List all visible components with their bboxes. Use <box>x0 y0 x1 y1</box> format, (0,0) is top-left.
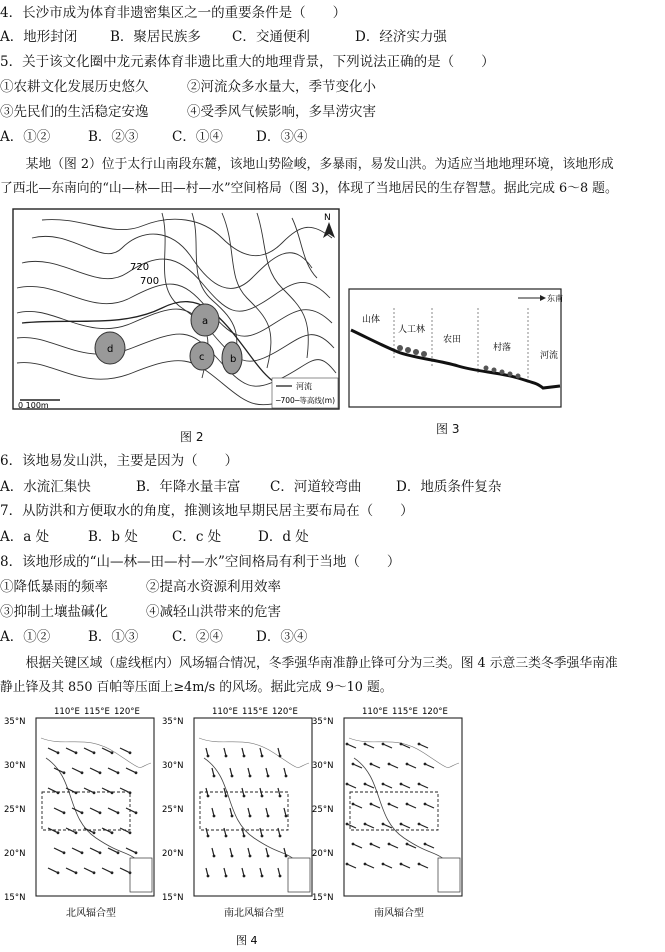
q8-stem: 8．该地形成的“山—林—田—村—水”空间格局有利于当地（ ） <box>0 554 401 570</box>
wind-arrow-head <box>388 843 391 846</box>
legend-contour: ─700─等高线(m) <box>276 396 336 405</box>
wind-arrow-head <box>352 763 355 766</box>
q7-stem: 7．从防洪和方便取水的角度，推测该地早期民居主要布局在（ ） <box>0 503 414 519</box>
wind-arrow-head <box>207 835 210 838</box>
wind-arrow-head <box>406 763 409 766</box>
wind-arrow-head <box>261 795 264 798</box>
latitude-label: 20°N <box>312 849 334 859</box>
longitude-label: 115°E <box>242 707 268 717</box>
wind-arrow-head <box>111 791 114 794</box>
wind-arrow-head <box>135 851 138 854</box>
q8-option-b: B．①③ <box>88 629 139 645</box>
wind-arrow-head <box>213 815 216 818</box>
wind-arrow-head <box>418 743 421 746</box>
q6-option-d: D．地质条件复杂 <box>396 479 502 495</box>
latitude-label: 25°N <box>312 805 334 815</box>
wind-arrow-head <box>418 783 421 786</box>
panel-title: 北风辐合型 <box>66 908 116 919</box>
figure-4-wind-maps <box>0 700 470 952</box>
q7-option-c: C．c 处 <box>172 529 222 545</box>
wind-arrow-head <box>364 863 367 866</box>
wind-arrow-head <box>225 835 228 838</box>
wind-arrow-head <box>117 771 120 774</box>
q5-item-3: ③先民们的生活稳定安逸 <box>0 104 149 120</box>
wind-arrow-head <box>285 815 288 818</box>
wind-arrow-head <box>346 863 349 866</box>
wind-arrow-head <box>388 803 391 806</box>
latitude-label: 30°N <box>162 761 184 771</box>
contour-label-700: 700 <box>140 276 160 287</box>
svg-text:N: N <box>324 213 331 223</box>
q4-option-c: C．交通便利 <box>232 29 310 45</box>
zone-village: 村落 <box>493 343 512 353</box>
latitude-label: 35°N <box>312 717 334 727</box>
wind-arrow-head <box>57 791 60 794</box>
wind-arrow-head <box>261 755 264 758</box>
longitude-label: 120°E <box>422 707 448 717</box>
wind-arrow-head <box>207 795 210 798</box>
wind-arrow-head <box>111 751 114 754</box>
wind-arrow-head <box>249 855 252 858</box>
wind-arrow-head <box>75 751 78 754</box>
inset-map <box>288 858 310 892</box>
wind-arrow-head <box>279 795 282 798</box>
wind-arrow-head <box>424 763 427 766</box>
wind-arrow-head <box>267 855 270 858</box>
wind-arrow-head <box>117 851 120 854</box>
q5-item-1: ①农耕文化发展历史悠久 <box>0 79 149 95</box>
panel-title: 南风辐合型 <box>374 908 424 919</box>
latitude-label: 25°N <box>4 805 26 815</box>
q6-stem: 6．该地易发山洪，主要是因为（ ） <box>0 453 239 469</box>
wind-arrow-head <box>279 835 282 838</box>
latitude-label: 15°N <box>4 893 26 903</box>
wind-arrow-head <box>406 803 409 806</box>
q5-option-d: D．③④ <box>256 129 308 145</box>
inset-map <box>438 858 460 892</box>
wind-arrow-head <box>261 875 264 878</box>
wind-arrow-head <box>135 811 138 814</box>
q4-option-a: A．地形封闭 <box>0 29 78 45</box>
wind-arrow-head <box>129 831 132 834</box>
wind-arrow-head <box>249 815 252 818</box>
wind-arrow-head <box>63 771 66 774</box>
wind-arrow-head <box>213 855 216 858</box>
wind-arrow-head <box>382 863 385 866</box>
wind-arrow-head <box>370 763 373 766</box>
wind-arrow-head <box>364 783 367 786</box>
wind-arrow-head <box>279 755 282 758</box>
wind-arrow-head <box>129 791 132 794</box>
wind-arrow-head <box>213 775 216 778</box>
q6-option-a: A．水流汇集快 <box>0 479 91 495</box>
wind-arrow-head <box>364 743 367 746</box>
wind-arrow-head <box>370 843 373 846</box>
wind-arrow-head <box>424 843 427 846</box>
wind-arrow-head <box>346 743 349 746</box>
wind-arrow-head <box>382 823 385 826</box>
wind-arrow-head <box>267 815 270 818</box>
q5-item-4: ④受季风气候影响，多旱涝灾害 <box>187 104 376 120</box>
wind-arrow-head <box>57 871 60 874</box>
q5-option-b: B．②③ <box>88 129 139 145</box>
inset-map <box>130 858 152 892</box>
q5-option-a: A．①② <box>0 129 51 145</box>
wind-arrow-head <box>243 795 246 798</box>
legend-river: 河流 <box>296 382 312 391</box>
wind-arrow-head <box>400 743 403 746</box>
wind-arrow-head <box>400 823 403 826</box>
wind-arrow-head <box>225 795 228 798</box>
longitude-label: 110°E <box>362 707 388 717</box>
wind-arrow-head <box>57 751 60 754</box>
wind-arrow-head <box>279 875 282 878</box>
wind-arrow-head <box>382 743 385 746</box>
passage-2-line-1: 根据关键区域（虚线框内）风场辐合情况，冬季强华南准静止锋可分为三类。图 4 示意三类冬季强华南准 <box>0 656 618 671</box>
figure-2-caption: 图 2 <box>180 430 204 444</box>
wind-arrow-head <box>75 871 78 874</box>
q8-item-3: ③抑制土壤盐碱化 <box>0 604 108 620</box>
passage-1-line-2: 了西北—东南向的“山—林—田—村—水”空间格局（图 3)，体现了当地居民的生存智慧。据此完成 6～8 题。 <box>0 181 618 196</box>
site-label-b: b <box>230 354 237 365</box>
wind-arrow-head <box>382 783 385 786</box>
wind-arrow-head <box>117 811 120 814</box>
wind-arrow-head <box>81 851 84 854</box>
wind-arrow-head <box>63 811 66 814</box>
site-label-a: a <box>202 316 209 327</box>
wind-arrow-head <box>93 791 96 794</box>
q5-item-2: ②河流众多水量大，季节变化小 <box>187 79 376 95</box>
wind-arrow-head <box>135 771 138 774</box>
wind-arrow-head <box>364 823 367 826</box>
q8-item-4: ④减轻山洪带来的危害 <box>146 604 281 620</box>
wind-arrow-head <box>111 831 114 834</box>
wind-arrow-head <box>81 811 84 814</box>
q7-option-b: B．b 处 <box>88 529 138 545</box>
wind-arrow-head <box>352 803 355 806</box>
wind-arrow-head <box>352 843 355 846</box>
wind-arrow-head <box>75 831 78 834</box>
wind-arrow-head <box>400 863 403 866</box>
wind-arrow-head <box>406 843 409 846</box>
site-label-d: d <box>107 344 114 355</box>
zone-farmland: 农田 <box>443 335 462 345</box>
q5-option-c: C．①④ <box>172 129 223 145</box>
q8-option-a: A．①② <box>0 629 51 645</box>
wind-arrow-head <box>207 875 210 878</box>
wind-arrow-head <box>63 851 66 854</box>
latitude-label: 25°N <box>162 805 184 815</box>
longitude-label: 115°E <box>84 707 110 717</box>
scale-label: 0 100m <box>18 401 49 410</box>
wind-arrow-head <box>57 831 60 834</box>
wind-arrow-head <box>285 855 288 858</box>
wind-arrow-head <box>267 775 270 778</box>
q4-stem: 4．长沙市成为体育非遗密集区之一的重要条件是（ ） <box>0 5 347 21</box>
wind-arrow-head <box>99 811 102 814</box>
wind-arrow-head <box>346 823 349 826</box>
longitude-label: 110°E <box>212 707 238 717</box>
wind-arrow-head <box>243 875 246 878</box>
wind-arrow-head <box>346 783 349 786</box>
wind-arrow-head <box>81 771 84 774</box>
wind-arrow-head <box>93 871 96 874</box>
wind-arrow-head <box>129 751 132 754</box>
site-label-c: c <box>199 352 205 363</box>
longitude-label: 110°E <box>54 707 80 717</box>
longitude-label: 120°E <box>272 707 298 717</box>
q8-item-2: ②提高水资源利用效率 <box>146 579 281 595</box>
wind-arrow-head <box>400 783 403 786</box>
q8-option-c: C．②④ <box>172 629 223 645</box>
wind-arrow-head <box>231 815 234 818</box>
wind-arrow-head <box>99 771 102 774</box>
zone-river: 河流 <box>540 351 559 361</box>
figure-4-caption: 图 4 <box>236 934 258 947</box>
wind-arrow-head <box>111 871 114 874</box>
q6-option-c: C．河道较弯曲 <box>270 479 362 495</box>
wind-arrow-head <box>207 755 210 758</box>
q5-stem: 5．关于该文化圈中龙元素体育非遗比重大的地理背景，下列说法正确的是（ ） <box>0 54 495 70</box>
figure-3-profile <box>348 288 564 414</box>
wind-arrow-head <box>261 835 264 838</box>
q6-option-b: B．年降水量丰富 <box>136 479 241 495</box>
wind-arrow-head <box>418 823 421 826</box>
wind-arrow-head <box>231 855 234 858</box>
figure-2-contour-map <box>12 208 342 422</box>
wind-arrow-head <box>93 751 96 754</box>
latitude-label: 30°N <box>4 761 26 771</box>
longitude-label: 120°E <box>114 707 140 717</box>
wind-arrow-head <box>225 875 228 878</box>
q7-option-a: A．a 处 <box>0 529 50 545</box>
wind-arrow-head <box>388 763 391 766</box>
latitude-label: 15°N <box>312 893 334 903</box>
q8-option-d: D．③④ <box>256 629 308 645</box>
wind-arrow-head <box>75 791 78 794</box>
passage-2-line-2: 静止锋及其 850 百帕等压面上≥4m/s 的风场。据此完成 9～10 题。 <box>0 680 393 695</box>
q7-option-d: D．d 处 <box>258 529 309 545</box>
wind-arrow-head <box>129 871 132 874</box>
wind-arrow-head <box>424 803 427 806</box>
direction-label: 东南 <box>547 294 563 303</box>
wind-arrow-head <box>93 831 96 834</box>
passage-1-line-1: 某地（图 2）位于太行山南段东麓，该地山势险峻，多暴雨，易发山洪。为适应当地地理环境，该地形成 <box>0 157 614 172</box>
contour-label-720: 720 <box>130 262 150 273</box>
wind-arrow-head <box>231 775 234 778</box>
wind-arrow-head <box>249 775 252 778</box>
wind-arrow-head <box>99 851 102 854</box>
zone-mountain: 山体 <box>362 315 381 325</box>
wind-arrow-head <box>418 863 421 866</box>
latitude-label: 30°N <box>312 761 334 771</box>
zone-forest: 人工林 <box>398 325 426 335</box>
figure-3-caption: 图 3 <box>436 422 460 436</box>
q4-option-b: B．聚居民族多 <box>110 29 201 45</box>
wind-arrow-head <box>225 755 228 758</box>
wind-arrow-head <box>370 803 373 806</box>
q8-item-1: ①降低暴雨的频率 <box>0 579 108 595</box>
longitude-label: 115°E <box>392 707 418 717</box>
latitude-label: 20°N <box>4 849 26 859</box>
wind-arrow-head <box>243 835 246 838</box>
panel-title: 南北风辐合型 <box>224 908 284 919</box>
latitude-label: 35°N <box>162 717 184 727</box>
latitude-label: 15°N <box>162 893 184 903</box>
wind-arrow-head <box>243 755 246 758</box>
wind-arrow-head <box>285 775 288 778</box>
q4-option-d: D．经济实力强 <box>355 29 447 45</box>
latitude-label: 35°N <box>4 717 26 727</box>
latitude-label: 20°N <box>162 849 184 859</box>
